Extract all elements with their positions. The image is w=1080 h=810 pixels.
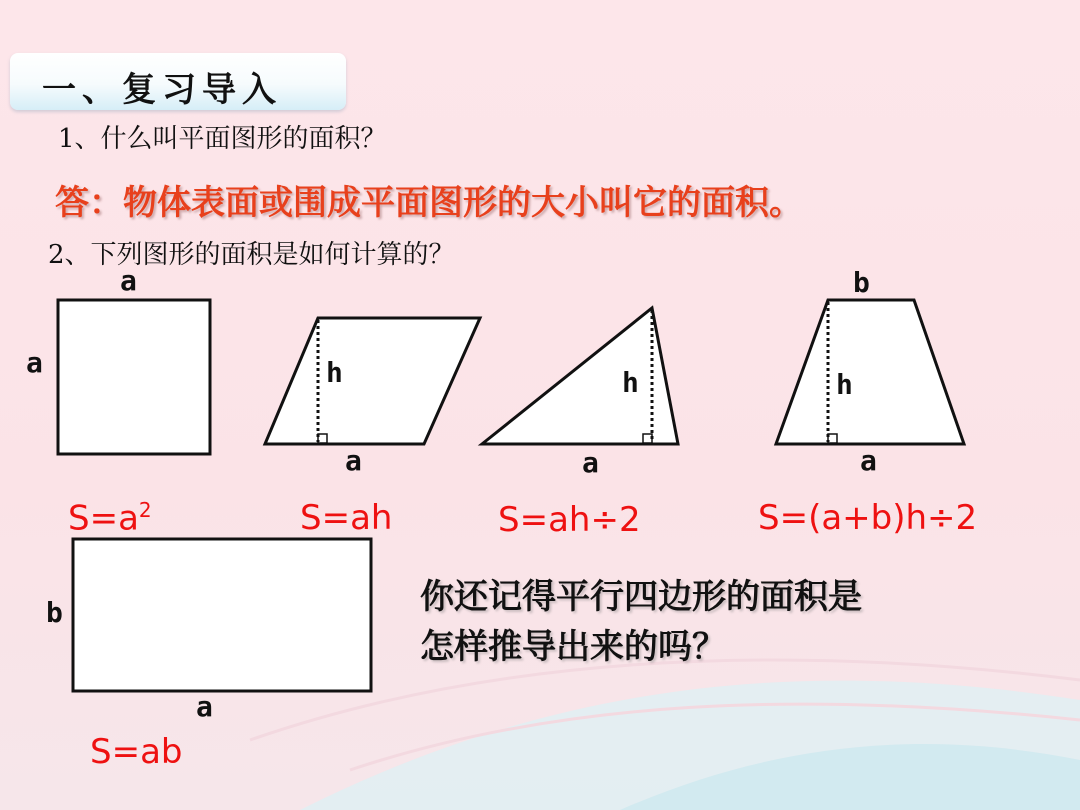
triangle-formula: S=ah÷2 bbox=[498, 500, 641, 540]
prompt-line-1: 你还记得平行四边形的面积是 bbox=[420, 577, 862, 617]
square-formula-main: S=a bbox=[68, 498, 139, 539]
square-side-label: a bbox=[26, 346, 43, 379]
triangle-shape bbox=[482, 308, 678, 444]
rectangle-base-label: a bbox=[196, 690, 213, 723]
trapezoid-shape bbox=[776, 300, 964, 444]
prompt-line-2: 怎样推导出来的吗？ bbox=[420, 627, 726, 667]
trapezoid-top-label: b bbox=[853, 266, 870, 299]
trapezoid-base-label: a bbox=[860, 444, 877, 477]
parallelogram-height-label: h bbox=[326, 356, 343, 389]
triangle-height-label: h bbox=[622, 366, 639, 399]
square-formula-exponent: 2 bbox=[138, 498, 152, 522]
rectangle-shape bbox=[73, 539, 371, 691]
square-formula bbox=[68, 498, 152, 538]
triangle-base-label: a bbox=[582, 446, 599, 479]
question-2: 2、下列图形的面积是如何计算的？ bbox=[48, 240, 455, 270]
square-top-label: a bbox=[120, 264, 137, 297]
parallelogram-base-label: a bbox=[345, 444, 362, 477]
answer-text: 答：物体表面或围成平面图形的大小叫它的面积。 bbox=[55, 183, 803, 223]
parallelogram-shape bbox=[265, 318, 480, 444]
rectangle-side-label: b bbox=[46, 596, 63, 629]
trapezoid-formula: S=(a+b)h÷2 bbox=[758, 498, 978, 538]
page-title: 一、复习导入 bbox=[42, 70, 282, 110]
question-1: 1、什么叫平面图形的面积？ bbox=[58, 124, 387, 154]
rectangle-formula: S=ab bbox=[90, 732, 183, 772]
square-shape bbox=[58, 300, 210, 454]
prompt-text bbox=[420, 572, 862, 672]
trapezoid-height-label: h bbox=[836, 368, 853, 401]
parallelogram-formula: S=ah bbox=[300, 498, 393, 538]
